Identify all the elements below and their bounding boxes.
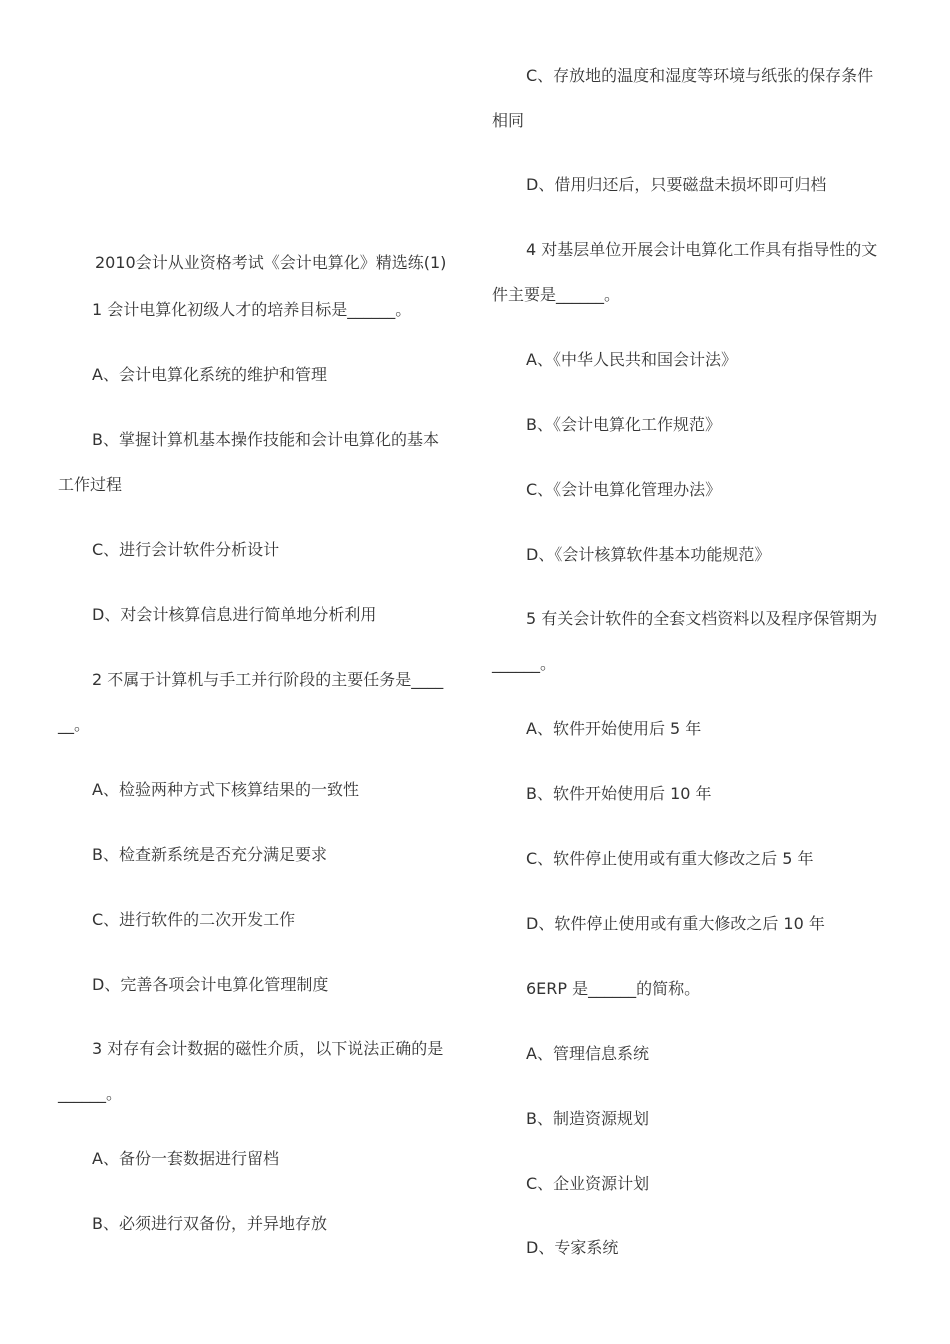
question-2-option-b: B、检查新系统是否充分满足要求 xyxy=(92,845,327,864)
question-6-option-b: B、制造资源规划 xyxy=(526,1109,649,1128)
question-5: 5 有关会计软件的全套文档资料以及程序保管期为 xyxy=(526,609,878,628)
question-4: 4 对基层单位开展会计电算化工作具有指导性的文 xyxy=(526,240,878,259)
question-2-cont: __。 xyxy=(58,715,91,734)
question-1-option-a: A、会计电算化系统的维护和管理 xyxy=(92,365,327,384)
question-5-cont: ______。 xyxy=(492,654,557,673)
question-4-option-b: B、《会计电算化工作规范》 xyxy=(526,415,721,434)
question-2-option-c: C、进行软件的二次开发工作 xyxy=(92,910,296,929)
question-4-option-c: C、《会计电算化管理办法》 xyxy=(526,480,722,499)
document-title: 2010会计从业资格考试《会计电算化》精选练(1) xyxy=(95,253,447,272)
question-3-option-c: C、存放地的温度和湿度等环境与纸张的保存条件 xyxy=(526,66,874,85)
question-2-option-d: D、完善各项会计电算化管理制度 xyxy=(92,975,329,994)
question-1: 1 会计电算化初级人才的培养目标是______。 xyxy=(92,300,412,319)
question-3-option-b: B、必须进行双备份，并异地存放 xyxy=(92,1214,327,1233)
question-1-option-b: B、掌握计算机基本操作技能和会计电算化的基本 xyxy=(92,430,439,449)
question-1-option-b-cont: 工作过程 xyxy=(58,475,123,494)
question-3-cont: ______。 xyxy=(58,1084,123,1103)
question-4-option-a: A、《中华人民共和国会计法》 xyxy=(526,350,737,369)
question-5-option-a: A、软件开始使用后 5 年 xyxy=(526,719,702,738)
question-6-option-a: A、管理信息系统 xyxy=(526,1044,649,1063)
question-2-option-a: A、检验两种方式下核算结果的一致性 xyxy=(92,780,359,799)
question-6-option-d: D、专家系统 xyxy=(526,1238,619,1257)
question-1-option-d: D、对会计核算信息进行简单地分析利用 xyxy=(92,605,377,624)
question-3-option-c-cont: 相同 xyxy=(492,111,525,130)
question-5-option-c: C、软件停止使用或有重大修改之后 5 年 xyxy=(526,849,814,868)
question-3-option-a: A、备份一套数据进行留档 xyxy=(92,1149,279,1168)
question-4-option-d: D、《会计核算软件基本功能规范》 xyxy=(526,545,771,564)
question-2: 2 不属于计算机与手工并行阶段的主要任务是____ xyxy=(92,670,444,689)
question-3-option-d: D、借用归还后，只要磁盘未损坏即可归档 xyxy=(526,175,827,194)
question-3: 3 对存有会计数据的磁性介质，以下说法正确的是 xyxy=(92,1039,444,1058)
question-4-cont: 件主要是______。 xyxy=(492,285,621,304)
question-5-option-b: B、软件开始使用后 10 年 xyxy=(526,784,712,803)
question-5-option-d: D、软件停止使用或有重大修改之后 10 年 xyxy=(526,914,825,933)
question-1-option-c: C、进行会计软件分析设计 xyxy=(92,540,280,559)
question-6-option-c: C、企业资源计划 xyxy=(526,1174,650,1193)
question-6: 6ERP 是______的简称。 xyxy=(526,979,701,998)
